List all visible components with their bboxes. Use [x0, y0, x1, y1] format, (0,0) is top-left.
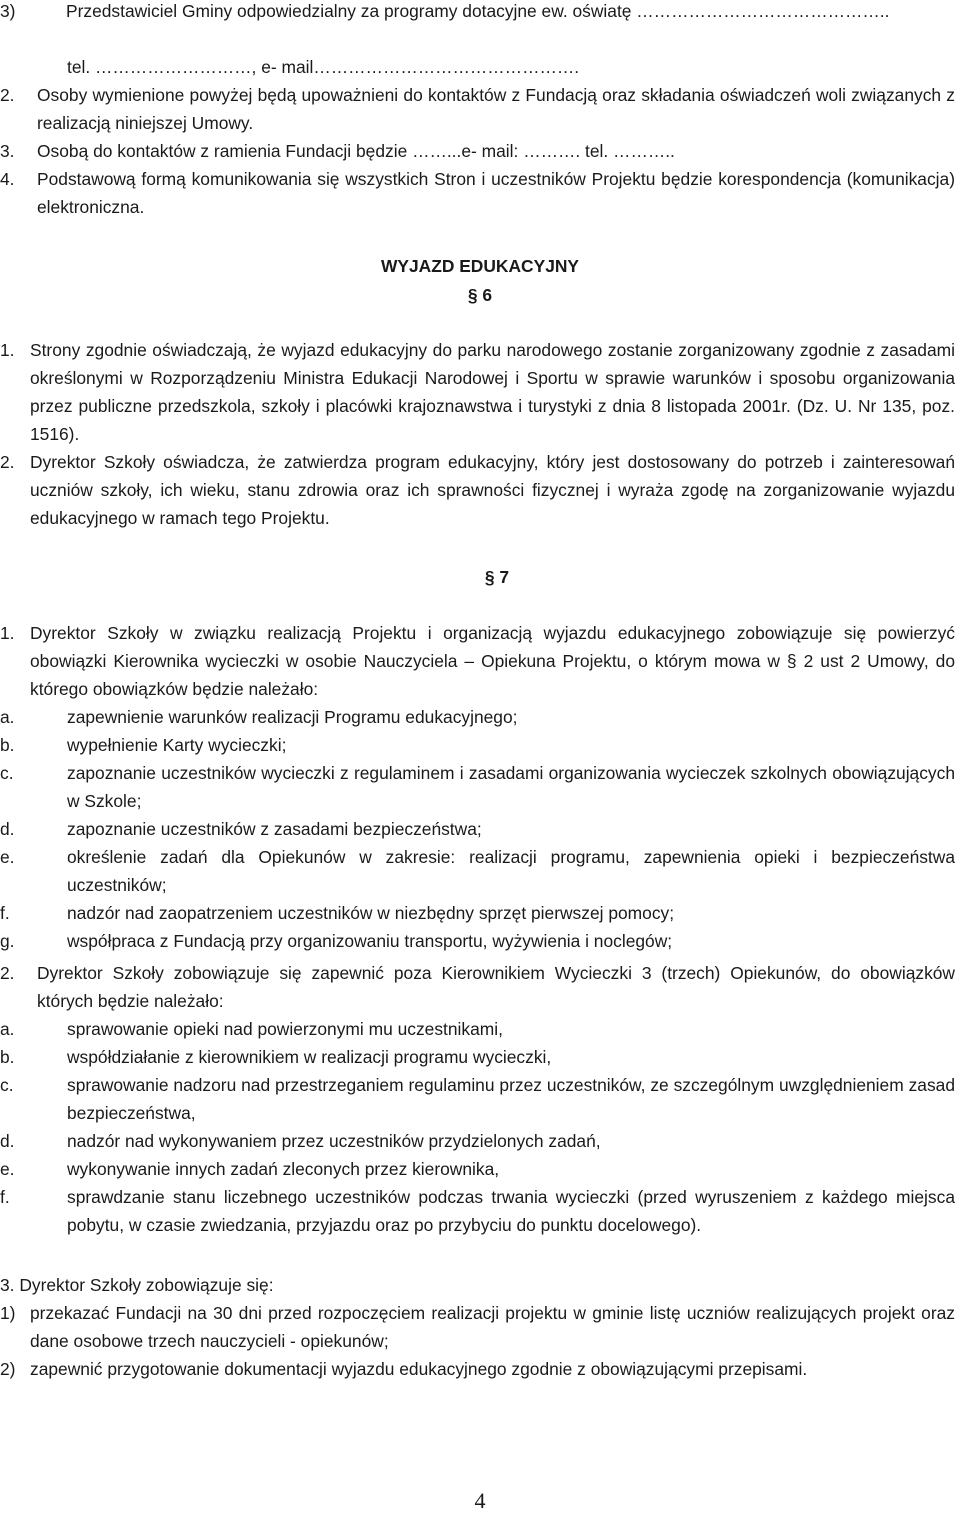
- list-number: 2.: [0, 452, 15, 472]
- list-item: [0, 1127, 955, 1155]
- list-text: Podstawową formą komunikowania się wszystkich Stron i uczestników Projektu będzie korespondencja (komunikacja) elektroniczna.: [37, 169, 955, 217]
- list-text: współdziałanie z kierownikiem w realizacji programu wycieczki,: [67, 1047, 552, 1067]
- list-label: b.: [0, 735, 15, 755]
- obligations-list-3: [0, 1299, 955, 1383]
- numbered-item-4: [0, 165, 955, 221]
- contact-item-3: [0, 0, 955, 25]
- list-item: [0, 731, 955, 759]
- list-text: współpraca z Fundacją przy organizowaniu transportu, wyżywienia i noclegów;: [67, 931, 673, 951]
- list-number: 1.: [0, 340, 15, 360]
- list-text: Dyrektor Szkoły w związku realizacją Projektu i organizacją wyjazdu edukacyjnego zobowiązuje się powierzyć obowiązki Kierownika wycieczki w osobie Nauczyciela – Opiekuna Projektu, o którym mowa w § 2 ust 2 Umowy, do którego obowiązków będzie należało:: [30, 623, 955, 699]
- page-number: 4: [474, 1488, 486, 1513]
- list-text: Osoby wymienione powyżej będą upoważnieni do kontaktów z Fundacją oraz składania oświadczeń woli związanych z realizacją niniejszej Umowy.: [37, 85, 955, 133]
- list-text: sprawowanie nadzoru nad przestrzeganiem regulaminu przez uczestników, ze szczególnym uwzględnieniem zasad bezpieczeństwa,: [67, 1075, 955, 1123]
- list-number: 2.: [0, 85, 15, 105]
- list-number: 3.: [0, 141, 15, 161]
- list-label: e.: [0, 1159, 15, 1179]
- list-item: [0, 1071, 955, 1127]
- list-text: Strony zgodnie oświadczają, że wyjazd edukacyjny do parku narodowego zostanie zorganizowany zgodnie z zasadami określonymi w Rozporządzeniu Ministra Edukacji Narodowej i Sportu w sprawie warunków i sposobu organizowania przez publiczne przedszkola, szkoły i placówki krajoznawstwa i turystyki z dnia 8 listopada 2001r. (Dz. U. Nr 135, poz. 1516).: [30, 340, 955, 444]
- list-item: [0, 703, 955, 731]
- section-paragraph-6: § 6: [467, 285, 493, 305]
- list-text: Dyrektor Szkoły oświadcza, że zatwierdza program edukacyjny, który jest dostosowany do potrzeb i zainteresowań uczniów szkoły, ich wieku, stanu zdrowia oraz ich sprawności fizycznej i wyraża zgodę na zorganizowanie wyjazdu edukacyjnego w ramach tego Projektu.: [30, 452, 955, 528]
- list-text: sprawowanie opieki nad powierzonymi mu uczestnikami,: [67, 1019, 503, 1039]
- duties-list-2: [0, 1015, 955, 1239]
- section7-point-1: [0, 619, 955, 703]
- list-label: a.: [0, 1019, 15, 1039]
- list-label: 2): [0, 1359, 16, 1379]
- list-text: przekazać Fundacji na 30 dni przed rozpoczęciem realizacji projektu w gminie listę uczniów realizujących projekt oraz dane osobowe trzech nauczycieli - opiekunów;: [30, 1303, 955, 1351]
- list-label: e.: [0, 847, 15, 867]
- list-item: [0, 1299, 955, 1355]
- list-label: a.: [0, 707, 15, 727]
- list-item: [0, 1043, 955, 1071]
- list-item: [0, 759, 955, 815]
- list-text: określenie zadań dla Opiekunów w zakresie: realizacji programu, zapewnienia opieki i bezpieczeństwa uczestników;: [67, 847, 955, 895]
- section-paragraph-7: § 7: [484, 567, 510, 587]
- list-number: 1.: [0, 623, 15, 643]
- list-label: d.: [0, 819, 15, 839]
- list-number: 4.: [0, 169, 15, 189]
- list-text: nadzór nad wykonywaniem przez uczestników przydzielonych zadań,: [67, 1131, 601, 1151]
- list-item: [0, 1183, 955, 1239]
- list-text: zapewnienie warunków realizacji Programu edukacyjnego;: [67, 707, 518, 727]
- list-label: 1): [0, 1303, 16, 1323]
- list-text: zapoznanie uczestników wycieczki z regulaminem i zasadami organizowania wycieczek szkolnych obowiązujących w Szkole;: [67, 763, 955, 811]
- section7-point-3: 3. Dyrektor Szkoły zobowiązuje się:: [0, 1275, 274, 1295]
- list-label: f.: [0, 1187, 10, 1207]
- list-item: [0, 1355, 955, 1383]
- section7-point-2: [0, 959, 955, 1015]
- section-title: WYJAZD EDUKACYJNY: [380, 256, 580, 276]
- list-text: Osobą do kontaktów z ramienia Fundacji będzie ……...e- mail: ………. tel. ………..: [37, 141, 675, 161]
- list-text: wykonywanie innych zadań zleconych przez kierownika,: [67, 1159, 500, 1179]
- list-label: b.: [0, 1047, 15, 1067]
- list-item: [0, 1155, 955, 1183]
- duties-list-1: [0, 703, 955, 955]
- tel-email-line: tel. ………………………, e- mail……………………………………….: [67, 57, 580, 77]
- numbered-item-3: [0, 137, 955, 165]
- list-text: Dyrektor Szkoły zobowiązuje się zapewnić poza Kierownikiem Wycieczki 3 (trzech) Opiekunów, do obowiązków których będzie należało:: [37, 963, 955, 1011]
- list-text: Przedstawiciel Gminy odpowiedzialny za programy dotacyjne ew. oświatę ……………………………………..: [66, 1, 890, 21]
- list-text: nadzór nad zaopatrzeniem uczestników w niezbędny sprzęt pierwszej pomocy;: [67, 903, 675, 923]
- list-number: 3): [0, 1, 16, 21]
- list-text: sprawdzanie stanu liczebnego uczestników podczas trwania wycieczki (przed wyruszeniem z każdego miejsca pobytu, w czasie zwiedzania, przyjazdu oraz po przybyciu do punktu docelowego).: [67, 1187, 955, 1235]
- list-text: wypełnienie Karty wycieczki;: [67, 735, 287, 755]
- list-item: [0, 815, 955, 843]
- list-label: d.: [0, 1131, 15, 1151]
- list-text: zapewnić przygotowanie dokumentacji wyjazdu edukacyjnego zgodnie z obowiązującymi przepisami.: [30, 1359, 808, 1379]
- list-item: [0, 1015, 955, 1043]
- list-label: f.: [0, 903, 10, 923]
- list-number: 2.: [0, 963, 15, 983]
- section6-point-1: [0, 336, 955, 448]
- section6-point-2: [0, 448, 955, 532]
- list-item: [0, 927, 955, 955]
- list-label: c.: [0, 1075, 14, 1095]
- list-label: c.: [0, 763, 14, 783]
- list-text: zapoznanie uczestników z zasadami bezpieczeństwa;: [67, 819, 482, 839]
- numbered-item-2: [0, 81, 955, 137]
- list-item: [0, 899, 955, 927]
- list-label: g.: [0, 931, 15, 951]
- list-item: [0, 843, 955, 899]
